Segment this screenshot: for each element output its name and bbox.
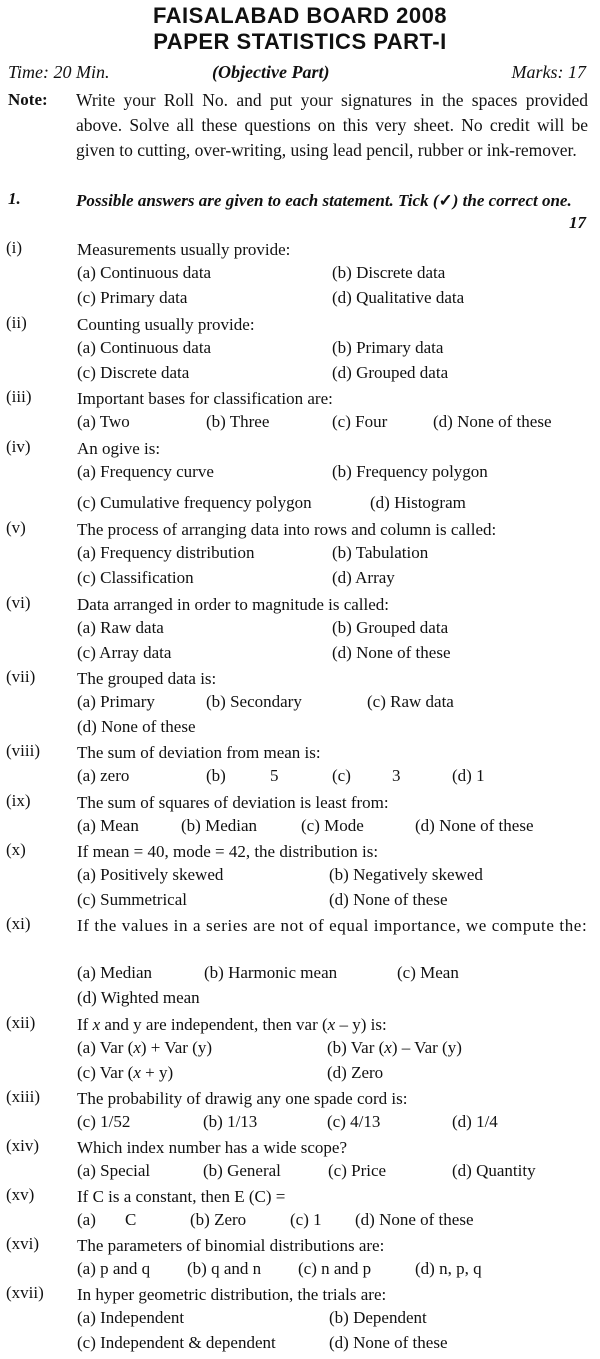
option-a[interactable]: (a) Frequency curve (77, 462, 214, 481)
option-d[interactable]: (d) 1 (452, 766, 485, 785)
mcq-question: The sum of squares of deviation is least from: (77, 793, 389, 812)
option-d[interactable]: (d) Wighted mean (77, 988, 200, 1007)
option-c[interactable]: (c) Mode (301, 816, 364, 835)
option-c[interactable]: (c) n and p (298, 1259, 372, 1278)
option-c[interactable]: (c) Var (x + y) (77, 1063, 174, 1082)
mcq-number: (xvi) (6, 1234, 40, 1253)
tick-icon: ✓ (438, 191, 453, 210)
option-c[interactable]: (c) (332, 766, 351, 785)
option-b[interactable]: (b) Zero (190, 1210, 247, 1229)
option-d[interactable]: (d) None of these (77, 717, 196, 736)
mcq-number: (xii) (6, 1013, 36, 1032)
option-d[interactable]: (d) None of these (355, 1210, 474, 1229)
option-d[interactable]: (d) None of these (433, 412, 552, 431)
option-c[interactable]: (c) Array data (77, 643, 172, 662)
mcq-question: The process of arranging data into rows and column is called: (77, 520, 497, 539)
mcq-number: (v) (6, 518, 26, 537)
option-b[interactable]: (b) (206, 766, 226, 785)
option-c[interactable]: (c) Discrete data (77, 363, 190, 382)
mcq-question: In hyper geometric distribution, the trials are: (77, 1285, 387, 1304)
mcq-question: Counting usually provide: (77, 315, 255, 334)
option-d[interactable]: (d) None of these (332, 643, 451, 662)
option-a[interactable]: (a) Mean (77, 816, 139, 835)
mcq-number: (xiii) (6, 1087, 40, 1106)
mcq-number: (viii) (6, 741, 40, 760)
option-b[interactable]: (b) Tabulation (332, 543, 429, 562)
option-a[interactable]: (c) 1/52 (77, 1112, 131, 1131)
option-d[interactable]: (d) Histogram (370, 493, 466, 512)
mcq-question: If C is a constant, then E (C) = (77, 1187, 286, 1206)
exam-title-paper: PAPER STATISTICS PART-I (153, 29, 447, 54)
mcq-question: The parameters of binomial distributions are: (77, 1236, 385, 1255)
option-b[interactable]: (b) General (203, 1161, 281, 1180)
mcq-number: (vii) (6, 667, 36, 686)
mcq-number: (xi) (6, 914, 31, 933)
option-b[interactable]: (b) Dependent (329, 1308, 427, 1327)
option-d[interactable]: (d) None of these (329, 1333, 448, 1352)
marks-label: Marks: 17 (511, 62, 586, 82)
option-d[interactable]: (d) None of these (329, 890, 448, 909)
mcq-question: Data arranged in order to magnitude is called: (77, 595, 390, 614)
mcq-number: (iv) (6, 437, 31, 456)
mcq-question: If x and y are independent, then var (x – y) is: (77, 1015, 387, 1034)
option-b[interactable]: (b) Harmonic mean (204, 963, 338, 982)
option-a[interactable]: (a) Var (x) + Var (y) (77, 1038, 212, 1057)
mcq-question: If mean = 40, mode = 42, the distribution is: (77, 842, 379, 861)
mcq-number: (i) (6, 238, 23, 257)
option-a[interactable]: (a) Continuous data (77, 338, 212, 357)
option-b[interactable]: (b) q and n (187, 1259, 262, 1278)
option-a[interactable]: (a) Two (77, 412, 130, 431)
mcq-question: The sum of deviation from mean is: (77, 743, 321, 762)
option-c[interactable]: (c) 4/13 (327, 1112, 381, 1131)
note-text: Write your Roll No. and put your signatures in the spaces provided above. Solve all these questions on this very sheet. No credit will be given to cutting, over-writing, using lead pencil, rubber or ink-remover. (76, 90, 588, 160)
option-b[interactable]: (b) Primary data (332, 338, 444, 357)
option-c[interactable]: (c) Four (332, 412, 388, 431)
option-c[interactable]: (c) Independent & dependent (77, 1333, 276, 1352)
option-c-value[interactable]: 3 (392, 766, 401, 785)
mcq-number: (x) (6, 840, 26, 859)
time-label: Time: 20 Min. (8, 62, 110, 82)
option-d[interactable]: (d) Array (332, 568, 395, 587)
mcq-number: (vi) (6, 593, 31, 612)
option-a[interactable]: (a) Continuous data (77, 263, 212, 282)
option-b[interactable]: (b) Grouped data (332, 618, 449, 637)
mcq-number: (iii) (6, 387, 32, 406)
mcq-question: The probability of drawig any one spade cord is: (77, 1089, 408, 1108)
question-1-number: 1. (8, 189, 21, 208)
option-c[interactable]: (c) Primary data (77, 288, 188, 307)
mcq-number: (xiv) (6, 1136, 40, 1155)
option-a-value[interactable]: C (125, 1210, 137, 1229)
mcq-question: The grouped data is: (77, 669, 217, 688)
option-c[interactable]: (c) Mean (397, 963, 459, 982)
option-b[interactable]: (b) Discrete data (332, 263, 446, 282)
option-b[interactable]: (b) Var (x) – Var (y) (327, 1038, 462, 1057)
mcq-question: An ogive is: (77, 439, 161, 458)
option-a[interactable]: (a) (77, 1210, 96, 1229)
mcq-question: Measurements usually provide: (77, 240, 291, 259)
mcq-number: (ii) (6, 313, 27, 332)
option-b-value[interactable]: 5 (270, 766, 279, 785)
part-label: (Objective Part) (212, 62, 330, 82)
question-1-marks: 17 (569, 213, 586, 232)
option-a[interactable]: (a) p and q (77, 1259, 151, 1278)
option-b[interactable]: (b) Three (206, 412, 270, 431)
mcq-question: Important bases for classification are: (77, 389, 333, 408)
option-c[interactable]: (c) Raw data (367, 692, 454, 711)
exam-title-board: FAISALABAD BOARD 2008 (152, 3, 448, 28)
note-label: Note: (8, 90, 48, 109)
option-a[interactable]: (a) Independent (77, 1308, 185, 1327)
mcq-number: (xv) (6, 1185, 35, 1204)
option-a[interactable]: (a) Frequency distribution (77, 543, 255, 562)
mcq-question: Which index number has a wide scope? (77, 1138, 348, 1157)
option-d[interactable]: (d) 1/4 (452, 1112, 498, 1131)
mcq-number: (ix) (6, 791, 31, 810)
question-1-instruction: Possible answers are given to each statement. Tick (✓) the correct one. (76, 191, 572, 210)
option-c[interactable]: (c) Summetrical (77, 890, 187, 909)
option-b[interactable]: (b) Secondary (206, 692, 302, 711)
mcq-question: If the values in a series are not of equal importance, we compute the: (77, 916, 588, 935)
option-a[interactable]: (a) Positively skewed (77, 865, 224, 884)
option-a[interactable]: (a) Median (77, 963, 153, 982)
option-c[interactable]: (c) Classification (77, 568, 194, 587)
option-b[interactable]: (b) Frequency polygon (332, 462, 488, 481)
option-c[interactable]: (c) Price (328, 1161, 387, 1180)
option-d[interactable]: (d) Qualitative data (332, 288, 465, 307)
option-a[interactable]: (a) zero (77, 766, 130, 785)
option-a[interactable]: (a) Primary (77, 692, 155, 711)
option-d[interactable]: (d) Grouped data (332, 363, 449, 382)
option-d[interactable]: (d) Zero (327, 1063, 384, 1082)
option-d[interactable]: (d) Quantity (452, 1161, 536, 1180)
mcq-number: (xvii) (6, 1283, 44, 1302)
option-b[interactable]: (b) Median (181, 816, 258, 835)
option-d[interactable]: (d) n, p, q (415, 1259, 482, 1278)
option-d[interactable]: (d) None of these (415, 816, 534, 835)
option-a[interactable]: (a) Raw data (77, 618, 164, 637)
option-c[interactable]: (c) 1 (290, 1210, 322, 1229)
option-c[interactable]: (c) Cumulative frequency polygon (77, 493, 312, 512)
option-b[interactable]: (b) 1/13 (203, 1112, 258, 1131)
option-a[interactable]: (a) Special (77, 1161, 151, 1180)
option-b[interactable]: (b) Negatively skewed (329, 865, 483, 884)
